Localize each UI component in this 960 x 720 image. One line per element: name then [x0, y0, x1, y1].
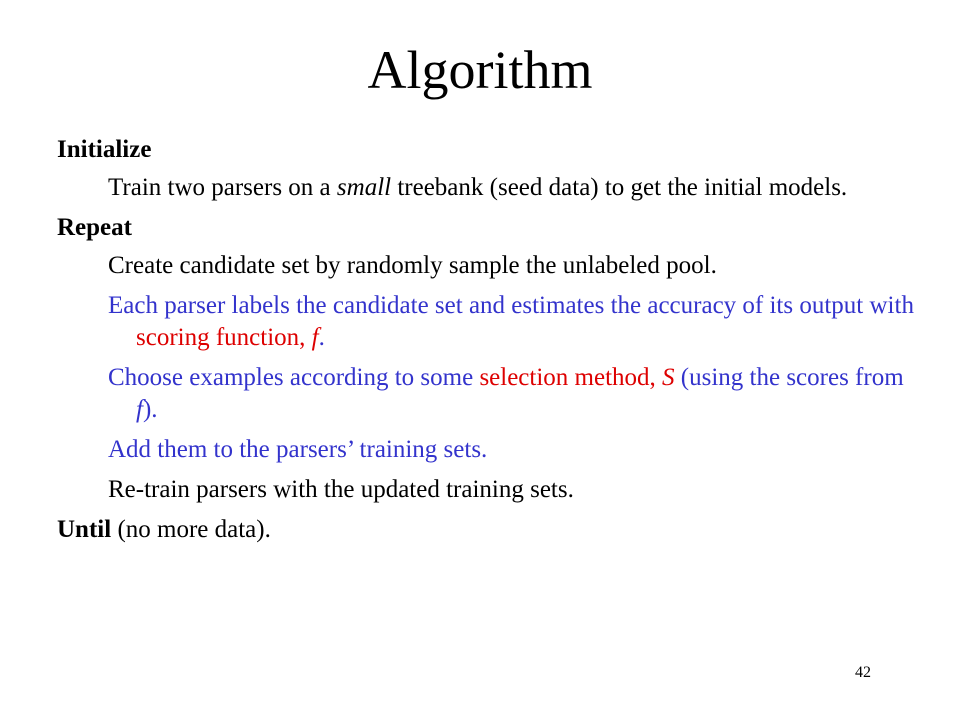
repeat-step-label: [108, 290, 927, 354]
choose-step-text-a: Choose examples according to some: [108, 364, 480, 391]
until-heading: Until: [57, 516, 112, 543]
choose-step-text-f: ).: [142, 396, 158, 423]
label-step-period: .: [318, 324, 325, 351]
slide-title: Algorithm: [367, 40, 593, 100]
initialize-step-emphasis: small: [336, 174, 392, 201]
selection-method-text: selection method,: [479, 364, 663, 391]
label-step-text-a: Each parser labels the candidate set and estimates the accuracy of its output with: [108, 292, 914, 319]
page-number: 42: [855, 664, 871, 681]
initialize-step-text-c: treebank (seed data) to get the initial models.: [391, 174, 848, 201]
repeat-step-create: Create candidate set by randomly sample the unlabeled pool.: [108, 252, 717, 279]
repeat-step-add: Add them to the parsers’ training sets.: [108, 436, 488, 463]
initialize-heading: Initialize: [57, 136, 152, 163]
repeat-step-retrain: Re-train parsers with the updated training sets.: [108, 476, 574, 503]
until-text: (no more data).: [111, 516, 271, 543]
scoring-function-text: scoring function,: [136, 324, 312, 351]
choose-step-function-symbol: f: [136, 396, 143, 423]
algorithm-body: [57, 134, 927, 546]
selection-method-symbol: S: [662, 364, 675, 391]
choose-step-text-d: (using the scores from: [674, 364, 904, 391]
initialize-step-text-a: Train two parsers on a: [108, 174, 337, 201]
repeat-step-choose: [108, 362, 927, 426]
until-line: [57, 514, 927, 546]
repeat-heading: Repeat: [57, 214, 132, 241]
scoring-function-symbol: f: [311, 324, 319, 351]
initialize-step: [108, 172, 927, 204]
